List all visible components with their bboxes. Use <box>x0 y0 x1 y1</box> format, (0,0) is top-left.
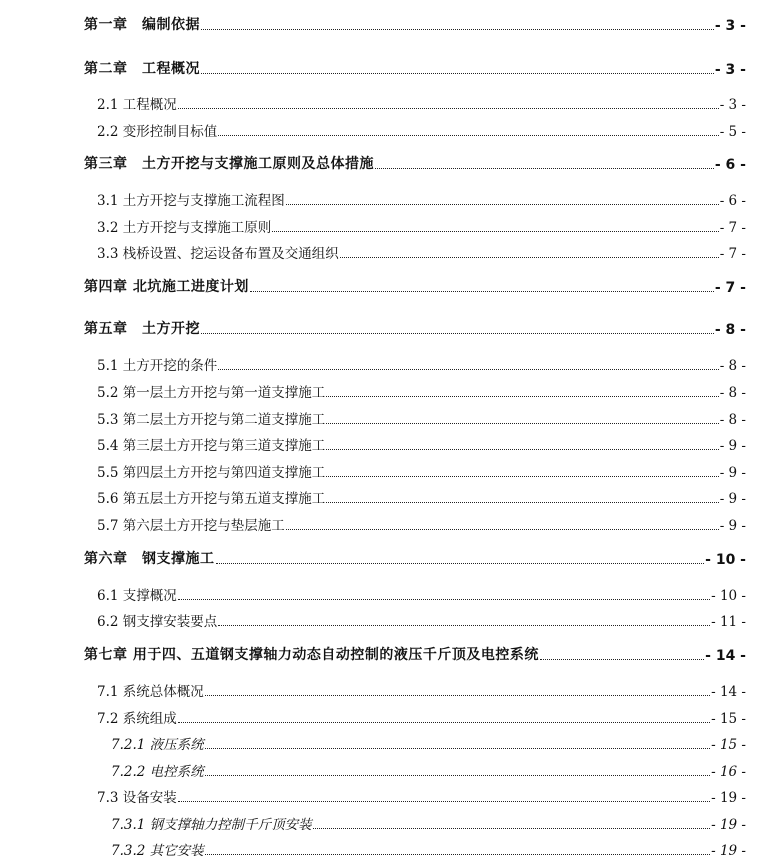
toc-entry-title: 3.3 栈桥设置、挖运设备布置及交通组织 <box>97 246 339 262</box>
toc-entry[interactable] <box>97 434 746 454</box>
toc-entry-page: - 7 - <box>719 246 746 262</box>
toc-entry-title: 2.1 工程概况 <box>97 97 177 113</box>
toc-entry-title: 7.3.2 其它安装 <box>111 843 204 859</box>
toc-entry[interactable] <box>97 93 746 113</box>
toc-entry[interactable] <box>97 381 746 401</box>
toc-entry-title: 5.2 第一层土方开挖与第一道支撑施工 <box>97 385 326 401</box>
toc-leader-dots <box>218 135 718 136</box>
toc-entry[interactable] <box>97 610 746 630</box>
toc-entry[interactable] <box>84 58 746 78</box>
toc-entry-title: 6.2 钢支撑安装要点 <box>97 614 218 630</box>
toc-entry[interactable] <box>111 760 746 780</box>
toc-leader-dots <box>326 396 718 397</box>
toc-entry-page: - 5 - <box>719 124 746 140</box>
toc-entry-page: - 8 - <box>714 322 746 338</box>
toc-entry[interactable] <box>97 120 746 140</box>
toc-leader-dots <box>178 108 719 109</box>
toc-leader-dots <box>205 748 710 749</box>
toc-entry[interactable] <box>97 584 746 604</box>
toc-entry-page: - 6 - <box>714 157 746 173</box>
toc-entry-page: - 10 - <box>711 588 746 604</box>
toc-entry-title: 7.1 系统总体概况 <box>97 684 204 700</box>
toc-leader-dots <box>201 73 714 74</box>
toc-leader-dots <box>326 449 718 450</box>
toc-entry[interactable] <box>97 786 746 806</box>
toc-entry-page: - 3 - <box>719 97 746 113</box>
toc-entry-page: - 3 - <box>714 62 746 78</box>
toc-entry-page: - 6 - <box>719 193 746 209</box>
toc-leader-dots <box>326 476 718 477</box>
toc-entry[interactable] <box>84 318 746 338</box>
toc-leader-dots <box>201 333 714 334</box>
toc-entry-title: 第四章 北坑施工进度计划 <box>84 279 249 295</box>
toc-entry-title: 5.7 第六层土方开挖与垫层施工 <box>97 518 285 534</box>
toc-entry[interactable] <box>97 461 746 481</box>
toc-entry[interactable] <box>84 276 746 296</box>
toc-entry-title: 7.2.1 液压系统 <box>111 737 204 753</box>
toc-leader-dots <box>272 231 718 232</box>
toc-entry-page: - 9 - <box>719 438 746 454</box>
toc-entry[interactable] <box>97 487 746 507</box>
toc-leader-dots <box>201 29 714 30</box>
toc-entry[interactable] <box>97 216 746 236</box>
toc-leader-dots <box>326 423 718 424</box>
toc-leader-dots <box>375 168 714 169</box>
toc-entry[interactable] <box>84 548 746 568</box>
toc-entry-page: - 7 - <box>719 220 746 236</box>
toc-entry-title: 第三章 土方开挖与支撑施工原则及总体措施 <box>84 156 374 172</box>
toc-entry[interactable] <box>97 707 746 727</box>
toc-entry-title: 5.4 第三层土方开挖与第三道支撑施工 <box>97 438 326 454</box>
toc-entry-page: - 15 - <box>711 711 746 727</box>
toc-entry-page: - 8 - <box>719 412 746 428</box>
toc-leader-dots <box>178 722 710 723</box>
toc-leader-dots <box>178 599 710 600</box>
toc-leader-dots <box>540 659 704 660</box>
toc-leader-dots <box>286 204 719 205</box>
toc-entry-title: 5.5 第四层土方开挖与第四道支撑施工 <box>97 465 326 481</box>
toc-leader-dots <box>340 257 719 258</box>
toc-entry-page: - 9 - <box>719 491 746 507</box>
toc-entry[interactable] <box>97 514 746 534</box>
toc-entry-title: 3.1 土方开挖与支撑施工流程图 <box>97 193 285 209</box>
toc-entry[interactable] <box>97 242 746 262</box>
toc-entry-title: 7.3 设备安装 <box>97 790 177 806</box>
toc-entry-page: - 8 - <box>719 385 746 401</box>
toc-entry-title: 5.1 土方开挖的条件 <box>97 358 218 374</box>
toc-entry-title: 5.3 第二层土方开挖与第二道支撑施工 <box>97 412 326 428</box>
toc-leader-dots <box>326 502 718 503</box>
toc-leader-dots <box>216 563 705 564</box>
toc-entry-title: 7.2.2 电控系统 <box>111 764 204 780</box>
toc-entry-title: 7.3.1 钢支撑轴力控制千斤顶安装 <box>111 817 312 833</box>
toc-entry-page: - 14 - <box>705 648 746 664</box>
toc-entry-page: - 11 - <box>711 614 746 630</box>
toc-entry[interactable] <box>111 839 746 859</box>
toc-leader-dots <box>250 291 714 292</box>
toc-entry-page: - 9 - <box>719 465 746 481</box>
toc-entry-page: - 19 - <box>711 843 746 859</box>
toc-entry-page: - 14 - <box>711 684 746 700</box>
toc-entry[interactable] <box>97 680 746 700</box>
toc-entry[interactable] <box>84 153 746 173</box>
toc-entry[interactable] <box>111 813 746 833</box>
toc-entry-page: - 7 - <box>714 280 746 296</box>
toc-entry[interactable] <box>111 733 746 753</box>
toc-entry-page: - 8 - <box>719 358 746 374</box>
toc-entry[interactable] <box>97 408 746 428</box>
toc-entry-title: 3.2 土方开挖与支撑施工原则 <box>97 220 272 236</box>
toc-entry-title: 6.1 支撑概况 <box>97 588 177 604</box>
toc-entry-title: 第五章 土方开挖 <box>84 321 200 337</box>
toc-entry-title: 第二章 工程概况 <box>84 61 200 77</box>
toc-entry-title: 5.6 第五层土方开挖与第五道支撑施工 <box>97 491 326 507</box>
toc-entry-page: - 16 - <box>711 764 746 780</box>
toc-entry[interactable] <box>97 189 746 209</box>
toc-entry-title: 7.2 系统组成 <box>97 711 177 727</box>
toc-entry-page: - 19 - <box>711 790 746 806</box>
toc-leader-dots <box>218 369 718 370</box>
toc-leader-dots <box>286 529 719 530</box>
toc-leader-dots <box>313 828 710 829</box>
toc-entry-page: - 3 - <box>714 18 746 34</box>
toc-entry-title: 第七章 用于四、五道钢支撑轴力动态自动控制的液压千斤顶及电控系统 <box>84 647 539 663</box>
toc-entry-page: - 15 - <box>711 737 746 753</box>
toc-leader-dots <box>218 625 710 626</box>
toc-entry-page: - 10 - <box>705 552 746 568</box>
toc-entry-title: 2.2 变形控制目标值 <box>97 124 218 140</box>
toc-entry-page: - 19 - <box>711 817 746 833</box>
toc-leader-dots <box>205 854 710 855</box>
toc-leader-dots <box>178 801 710 802</box>
toc-leader-dots <box>205 695 710 696</box>
toc-entry-title: 第一章 编制依据 <box>84 17 200 33</box>
toc-entry-page: - 9 - <box>719 518 746 534</box>
toc-entry[interactable] <box>84 14 746 34</box>
toc-entry[interactable] <box>97 354 746 374</box>
toc-entry[interactable] <box>84 644 746 664</box>
toc-leader-dots <box>205 775 710 776</box>
toc-entry-title: 第六章 钢支撑施工 <box>84 551 215 567</box>
